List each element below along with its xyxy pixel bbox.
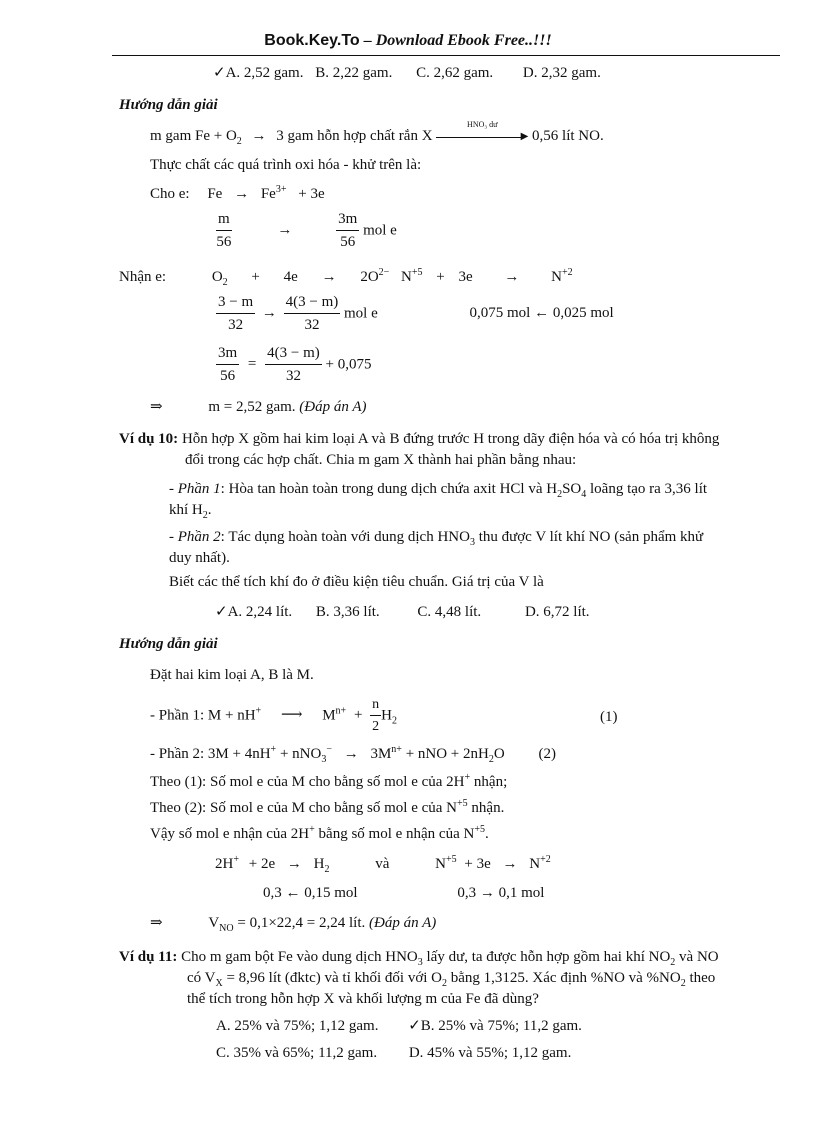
example11-options-row2 — [216, 1046, 571, 1061]
ex10-option-c: C. 4,48 lít. — [417, 604, 482, 620]
solution9-line1: m gam $Fe + O_2 \to 3$ gam hỗn hợp chất rắn X HNO₃ dư ▶ 0,56 lít NO. — [150, 119, 604, 147]
example11-options-row1 — [216, 1019, 582, 1034]
right-arrow-icon: → — [277, 222, 293, 239]
q9-option-c: C. 2,62 gam. — [416, 65, 494, 81]
header-tagline: – Download Ebook Free..!!! — [363, 32, 552, 49]
mass-balance-equation: $\frac{3m}{56}$ = $\frac{4(3 - m)}{32}$ + 0,075 — [218, 345, 372, 384]
electron-balance-eq: $2H^+ + 2e \to H_2$ và $N^{+5} + 3e \to N^{+2}$ — [215, 854, 551, 875]
solution9-result: ⇒ m = 2,52 gam. (Đáp án A) — [150, 399, 367, 415]
example11-statement: Ví dụ 11: Cho m gam bột Fe vào dung dịch $HNO_3$ lấy dư, ta được hỗn hợp gồm hai khí $NO_2$ và NO có $V_X = 8,96$ lít (đktc) và tỉ khối đối với $O_2$ bằng 1,3125. Xác định %NO và $\%NO_2$ theo thể tích trong hỗn hợp X và khối lượng m của Fe đã dùng? — [119, 949, 719, 1007]
right-arrow-icon: → — [251, 128, 267, 144]
ex10-option-a: ✓A. 2,24 lít. — [215, 604, 293, 620]
q9-option-d: D. 2,32 gam. — [522, 65, 601, 81]
reaction-part1: - Phần 1: M + nH+ ⟶ $M^{n+}$ + $\frac{n}{2}$ $H_2$ (1) — [150, 697, 618, 734]
q9-option-a: ✓A. 2,52 gam. — [213, 65, 304, 81]
guide-title-1: Hướng dẫn giải — [119, 97, 218, 113]
ex10-option-b: B. 3,36 lít. — [315, 604, 380, 620]
implies-arrow-icon: ⇒ — [150, 915, 163, 931]
fraction-4-3-m-32: $\frac{4(3 - m)}{32}$ — [285, 294, 339, 333]
right-arrow-icon: → — [504, 269, 520, 285]
receive-electron-eq: Nhận e: $O_2 + 4e \to 2O^{2-}$ $N^{+5} + 3e \to N^{+2}$ — [119, 267, 573, 288]
theory-line-2: Theo (2): Số mol e của M cho bằng số mol e của $N^{+5}$ nhận. — [150, 798, 505, 816]
reaction-arrow-hno3: HNO₃ dư ▶ — [436, 130, 528, 144]
ex10-option-d: D. 6,72 lít. — [524, 604, 590, 620]
give-electron-eq: Cho e: $Fe \to Fe^{3+} + 3e$ — [150, 184, 325, 202]
q9-options — [213, 66, 601, 81]
fraction-m-56: $\frac{m}{56}$ — [216, 211, 232, 250]
example10-part1: - Phần 1: Hòa tan hoàn toàn trong dung dịch chứa axit HCl và $H_2SO_4$ loãng tạo ra 3,36 lít khí $H_2$. — [169, 481, 708, 521]
right-arrow-icon: → — [261, 305, 277, 322]
ex11-option-b: ✓B. 25% và 75%; 11,2 gam. — [408, 1018, 582, 1034]
example11-label: Ví dụ 11: — [119, 949, 178, 965]
solution10-result: ⇒ $V_{NO} = 0,1\times 22,4 = 2,24$ lít. (Đáp án A) — [150, 915, 437, 934]
reaction-part2: - Phần 2: $3M + 4nH^+ + nNO_3^- \to 3M^{n+}$ + nNO + $2nH_2O$ (2) — [150, 744, 556, 765]
ex11-option-a: A. 25% và 75%; 1,12 gam. — [216, 1018, 379, 1034]
solution9-line2: Thực chất các quá trình oxi hóa - khử trên là: — [150, 157, 422, 173]
no-mole-relation: 0,075 mol ← 0,025 mol — [469, 305, 614, 322]
q9-option-b: B. 2,22 gam. — [315, 65, 393, 81]
example10-label: Ví dụ 10: — [119, 431, 179, 447]
example10-statement: Ví dụ 10: Hỗn hợp X gồm hai kim loại A và B đứng trước H trong dãy điện hóa và có hóa trị không đổi trong các hợp chất. Chia m gam X thành hai phần bằng nhau: — [119, 431, 720, 468]
header-rule — [112, 55, 780, 56]
guide-title-2: Hướng dẫn giải — [119, 636, 218, 652]
example10-part2: - Phần 2: Tác dụng hoàn toàn với dung dịch $HNO_3$ thu được V lít khí NO (sản phẩm khử duy nhất). — [169, 529, 704, 566]
fraction-3m-56: $\frac{3m}{56}$ — [338, 211, 358, 250]
ex11-option-c: C. 35% và 65%; 11,2 gam. — [216, 1045, 378, 1061]
theory-line-3: Vậy số mol e nhận của 2H+ bằng số mol e nhận của $N^{+5}$. — [150, 824, 489, 842]
header-brand: Book.Key.To — [264, 32, 360, 49]
right-arrow-icon: → — [234, 186, 250, 202]
example10-options — [215, 605, 590, 620]
page-header — [0, 32, 816, 50]
fraction-3-m-32: $\frac{3 - m}{32}$ — [218, 294, 254, 333]
receive-electron-fractions: $\frac{3 - m}{32}$ → $\frac{4(3 - m)}{32}$ mol e 0,075 mol ← 0,025 mol — [218, 294, 614, 333]
solution10-intro: Đặt hai kim loại A, B là M. — [150, 667, 314, 683]
theory-line-1: Theo (1): Số mol e của M cho bằng số mol e của 2H+ nhận; — [150, 772, 508, 790]
ex11-option-d: D. 45% và 55%; 1,12 gam. — [408, 1045, 572, 1061]
mole-values: 0,3 ← 0,15 mol 0,3 → 0,1 mol — [263, 885, 545, 901]
example10-question: Biết các thể tích khí đo ở điều kiện tiêu chuẩn. Giá trị của V là — [169, 574, 544, 590]
implies-arrow-icon: ⇒ — [150, 399, 163, 415]
give-electron-fractions: $\frac{m}{56}$ → $\frac{3m}{56}$ mol e — [216, 211, 397, 250]
right-arrow-icon: → — [321, 269, 337, 285]
